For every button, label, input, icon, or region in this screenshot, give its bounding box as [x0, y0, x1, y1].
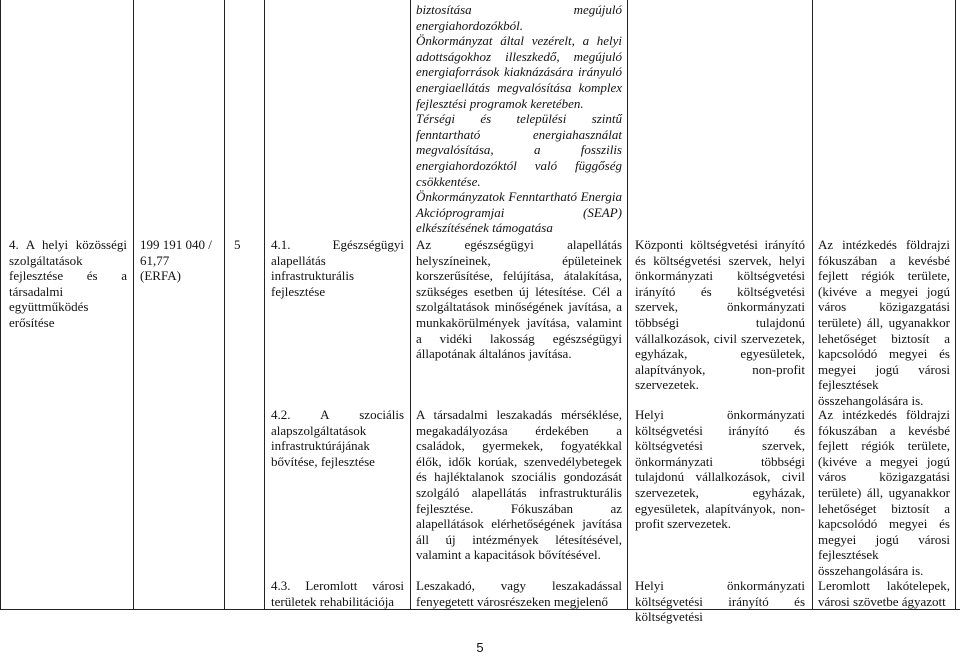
- measure-cell: 4.3. Leromlott városi területek rehabilitációja: [271, 578, 404, 609]
- goal-cell: 4. A helyi közösségi szolgáltatások fejlesztése és a társadalmi együttműködés erősítése: [9, 237, 127, 330]
- carryover-paragraph: Önkormányzat által vezérelt, a helyi adottságokhoz illeszkedő, megújuló energiaforrások kiaknázására irányuló energiaellátás megvalósítása komplex fejlesztési programok keretében.: [416, 33, 622, 111]
- carryover-text: [416, 2, 622, 236]
- description-cell: A társadalmi leszakadás mérséklése, megakadályozása érdekében a családok, gyermekek, fogyatékkal élők, idők korúak, szenvedélybetegek és hajléktalanok szociális gondozását szolgáló alapellátás infrastrukturális fejlesztése. Fókuszában az alapellátások elérhetőségének javítása áll új intézmények létesítésével, valamint a kapacitások bővítésével.: [416, 407, 622, 563]
- measure-cell: 4.1. Egészségügyi alapellátás infrastrukturális fejlesztése: [271, 237, 404, 299]
- fund-label: (ERFA): [140, 268, 181, 284]
- priority-number: 5: [234, 237, 241, 252]
- beneficiaries-cell: Helyi önkormányzati költségvetési irányító és költségvetési: [635, 578, 805, 625]
- table-rule: [133, 0, 134, 610]
- table-rule: [955, 0, 956, 610]
- carryover-paragraph: Önkormányzatok Fenntartható Energia Akcióprogramjai (SEAP) elkészítésének támogatása: [416, 189, 622, 236]
- territorial-cell: Leromlott lakótelepek, városi szövetbe ágyazott: [818, 578, 950, 609]
- territorial-cell: Az intézkedés földrajzi fókuszában a kevésbé fejlett régiók területe, (kivéve a megyei jogú város közigazgatási területe) áll, ugyanakkor lehetőséget biztosít a kapcsolódó megyei és megyei jogú városi fejlesztések összehangolására is.: [818, 407, 950, 578]
- table-rule: [264, 0, 265, 610]
- budget-value: 199 191 040 / 61,77: [140, 237, 212, 268]
- territorial-cell: Az intézkedés földrajzi fókuszában a kevésbé fejlett régiók területe, (kivéve a megyei jogú város közigazgatási területe) áll, ugyanakkor lehetőséget biztosít a kapcsolódó megyei és megyei jogú városi fejlesztések összehangolására is.: [818, 237, 950, 408]
- description-cell: Az egészségügyi alapellátás helyszíneinek, épületeinek korszerűsítése, felújítása, átalakítása, szükséges esetben új létesítése. Cél a szolgáltatások minőségének javítása, a munkakörülmények javítása, valamint a vidéki lakosság egészségügyi állapotának általános javítása.: [416, 237, 622, 362]
- description-cell: Leszakadó, vagy leszakadással fenyegetett városrészeken megjelenő: [416, 578, 622, 609]
- table-rule: [410, 0, 411, 610]
- budget-cell: [140, 237, 220, 284]
- table-rule: [0, 0, 1, 610]
- table-rule: [812, 0, 813, 610]
- beneficiaries-cell: Helyi önkormányzati költségvetési irányító és költségvetési szervek, önkormányzati többségi tulajdonú vállalkozások, civil szervezetek, egyházak, egyesületek, alapítványok, non-profit szervezetek.: [635, 407, 805, 532]
- page-number: 5: [476, 640, 484, 655]
- table-rule: [627, 0, 628, 610]
- table-rule: [224, 0, 225, 610]
- carryover-paragraph: biztosítása megújuló energiahordozókból.: [416, 2, 622, 33]
- measure-cell: 4.2. A szociális alapszolgáltatások infrastruktúrájának bővítése, fejlesztése: [271, 407, 404, 469]
- beneficiaries-cell: Központi költségvetési irányító és költségvetési szervek, helyi önkormányzati költségvetési irányító és költségvetési szervek, önkormányzati többségi tulajdonú vállalkozások, civil szervezetek, egyházak, egyesületek, alapítványok, non-profit szervezetek.: [635, 237, 805, 393]
- carryover-paragraph: Térségi és települési szintű fenntartható energiahasználat megvalósítása, a fosszilis energiahordozóktól való függőség csökkentése.: [416, 111, 622, 189]
